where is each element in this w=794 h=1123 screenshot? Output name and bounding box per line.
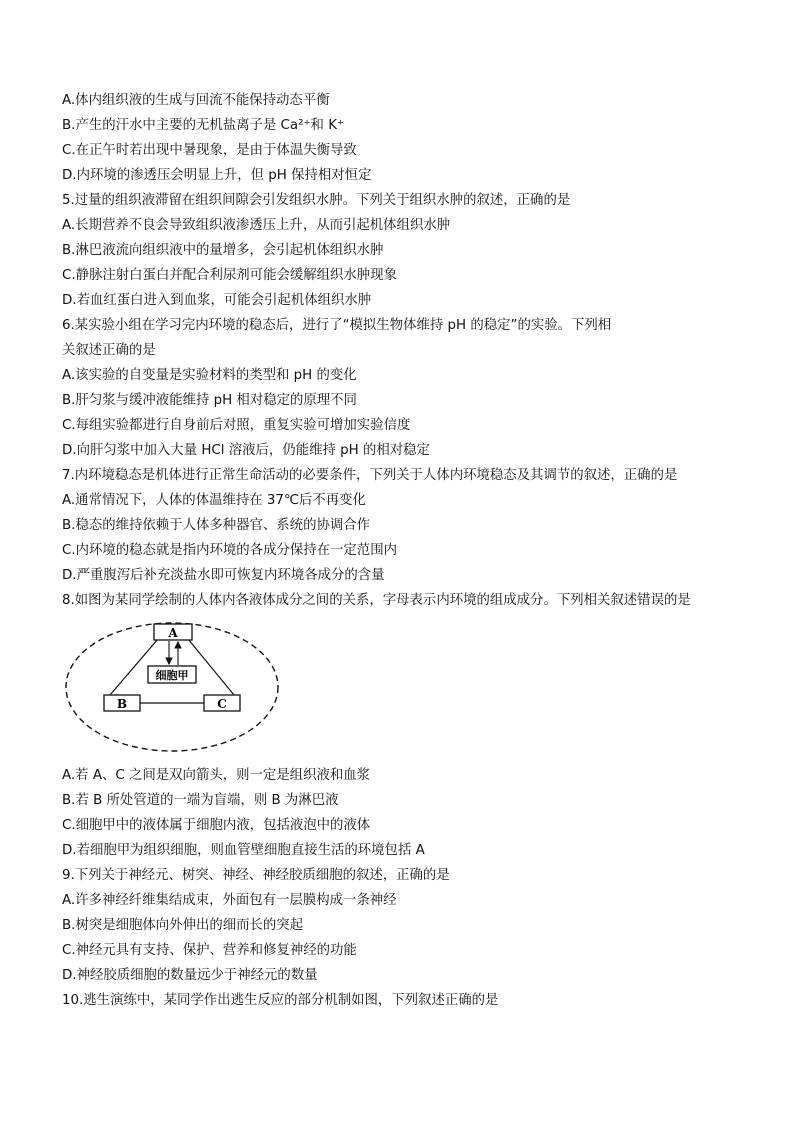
- q4-option-a: A.体内组织液的生成与回流不能保持动态平衡: [62, 93, 330, 108]
- q5-option-b: B.淋巴液流向组织液中的量增多，会引起机体组织水肿: [62, 243, 384, 258]
- fluid-relationship-diagram: [62, 617, 282, 757]
- q8-option-d: D.若细胞甲为组织细胞，则血管壁细胞直接生活的环境包括 A: [62, 843, 425, 858]
- q7-option-d: D.严重腹泻后补充淡盐水即可恢复内环境各成分的含量: [62, 568, 385, 583]
- q6-option-d: D.向肝匀浆中加入大量 HCl 溶液后，仍能维持 pH 的相对稳定: [62, 443, 430, 458]
- q4-option-b: B.产生的汗水中主要的无机盐离子是 Ca²⁺和 K⁺: [62, 118, 345, 133]
- q5-option-d: D.若血红蛋白进入到血浆，可能会引起机体组织水肿: [62, 293, 372, 308]
- box-c-label: C: [217, 697, 227, 711]
- q4-option-c: C.在正午时若出现中暑现象，是由于体温失衡导致: [62, 143, 357, 158]
- box-b-label: B: [116, 697, 128, 711]
- q9-stem: 9.下列关于神经元、树突、神经、神经胶质细胞的叙述，正确的是: [62, 868, 450, 883]
- q10-stem: 10.逃生演练中，某同学作出逃生反应的部分机制如图，下列叙述正确的是: [62, 993, 499, 1008]
- q6-stem-line2: 关叙述正确的是: [62, 343, 156, 358]
- q7-stem: 7.内环境稳态是机体进行正常生命活动的必要条件，下列关于人体内环境稳态及其调节的叙述，正确的是: [62, 468, 678, 483]
- box-a-label: A: [168, 626, 178, 640]
- q8-option-b: B.若 B 所处管道的一端为盲端，则 B 为淋巴液: [62, 793, 339, 808]
- q6-option-a: A.该实验的自变量是实验材料的类型和 pH 的变化: [62, 368, 357, 383]
- q7-option-c: C.内环境的稳态就是指内环境的各成分保持在一定范围内: [62, 543, 397, 558]
- boundary-ellipse: [66, 623, 278, 751]
- q5-option-a: A.长期营养不良会导致组织液渗透压上升，从而引起机体组织水肿: [62, 218, 451, 233]
- q6-option-c: C.每组实验都进行自身前后对照，重复实验可增加实验信度: [62, 418, 411, 433]
- q5-stem: 5.过量的组织液滞留在组织间隙会引发组织水肿。下列关于组织水肿的叙述，正确的是: [62, 193, 571, 208]
- exam-page: [62, 88, 762, 1013]
- q9-option-c: C.神经元具有支持、保护、营养和修复神经的功能: [62, 943, 357, 958]
- q4-option-d: D.内环境的渗透压会明显上升，但 pH 保持相对恒定: [62, 168, 372, 183]
- q9-option-d: D.神经胶质细胞的数量远少于神经元的数量: [62, 968, 318, 983]
- q8-option-a: A.若 A、C 之间是双向箭头，则一定是组织液和血浆: [62, 768, 371, 783]
- q7-option-a: A.通常情况下，人体的体温维持在 37℃后不再变化: [62, 493, 366, 508]
- q6-stem-line1: 6.某实验小组在学习完内环境的稳态后，进行了“模拟生物体维持 pH 的稳定”的实验。下列相: [62, 318, 612, 333]
- q5-option-c: C.静脉注射白蛋白并配合利尿剂可能会缓解组织水肿现象: [62, 268, 397, 283]
- box-cell-label: 细胞甲: [155, 669, 189, 682]
- q9-option-a: A.许多神经纤维集结成束，外面包有一层膜构成一条神经: [62, 893, 397, 908]
- q7-option-b: B.稳态的维持依赖于人体多种器官、系统的协调合作: [62, 518, 371, 533]
- q8-option-c: C.细胞甲中的液体属于细胞内液，包括液泡中的液体: [62, 818, 371, 833]
- q8-stem: 8.如图为某同学绘制的人体内各液体成分之间的关系，字母表示内环境的组成成分。下列相关叙述错误的是: [62, 593, 691, 608]
- q6-option-b: B.肝匀浆与缓冲液能维持 pH 相对稳定的原理不同: [62, 393, 357, 408]
- q9-option-b: B.树突是细胞体向外伸出的细而长的突起: [62, 918, 304, 933]
- diagram-svg: [62, 617, 282, 757]
